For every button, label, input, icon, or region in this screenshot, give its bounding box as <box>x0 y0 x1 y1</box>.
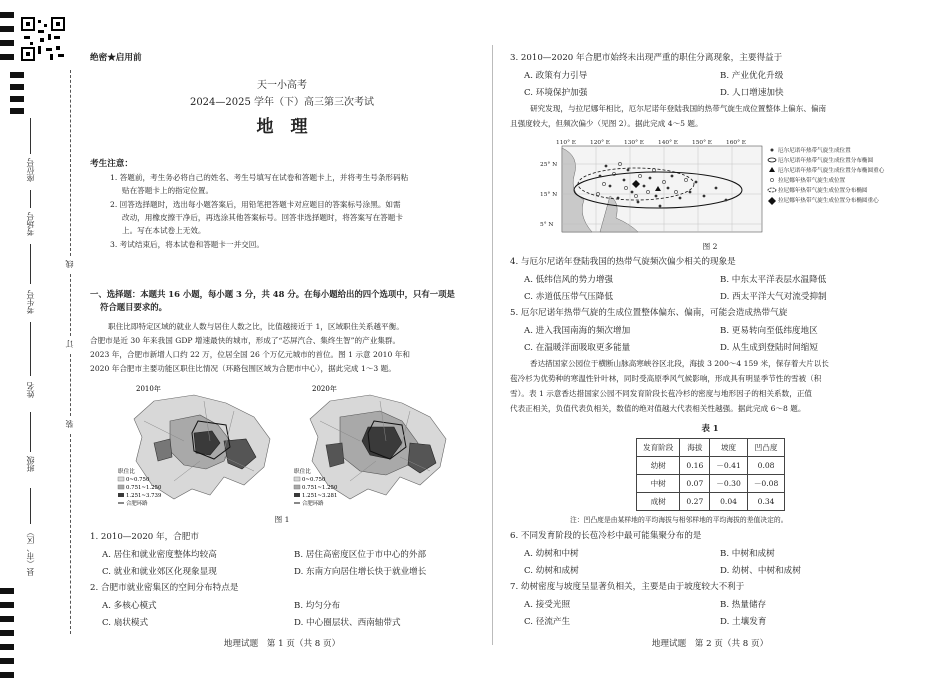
table-cell: 幼树 <box>637 457 680 475</box>
table-header-cell: 坡度 <box>710 439 748 457</box>
bar <box>0 26 14 32</box>
q6-option-d[interactable]: D. 幼树、中树和成树 <box>720 566 801 576</box>
passage-line: 代表正相关，负值代表负相关，数值的绝对值越大代表相关性越强。据此完成 6～8 题。 <box>510 404 806 413</box>
notice-line: 改动，用橡皮擦干净后，再选涂其他答案标号。回答非选择题时，将答案写在答题卡 <box>122 213 403 222</box>
bar <box>0 672 14 678</box>
q7-option-b[interactable]: B. 热量储存 <box>720 600 767 610</box>
svg-text:0.751~1.250: 0.751~1.250 <box>126 485 162 491</box>
county-label: 县（市、区） <box>26 528 35 576</box>
passage-line: 香达措国家公园位于横断山脉高寒峡谷区北段，海拔 3 200～4 159 米，保存着大片以长 <box>530 359 829 368</box>
table-cell: 成树 <box>637 493 680 511</box>
candidate-number-label: 考生号 <box>26 290 35 314</box>
svg-text:15° N: 15° N <box>540 192 558 198</box>
figure-1-caption: 图 1 <box>274 515 290 524</box>
page-divider <box>492 45 493 645</box>
q7-option-a[interactable]: A. 接受光照 <box>524 600 571 610</box>
svg-text:1.251~3.739: 1.251~3.739 <box>126 493 162 499</box>
svg-text:1.251~3.281: 1.251~3.281 <box>302 493 338 499</box>
table-row <box>637 493 785 511</box>
q5-option-c[interactable]: C. 在温暖洋面吸取更多能量 <box>524 343 631 353</box>
passage-line: 研究发现，与拉尼娜年相比，厄尔尼诺年登陆我国的热带气旋生成位置整体上偏东、偏南 <box>530 104 827 113</box>
bar <box>0 658 14 664</box>
question-3: 3. 2010—2020 年合肥市始终未出现严重的职住分离现象，主要得益于 <box>510 53 783 63</box>
q5-option-a[interactable]: A. 进入我国南海的频次增加 <box>524 326 631 336</box>
q4-option-b[interactable]: B. 中东太平洋表层水温降低 <box>720 275 827 285</box>
q3-option-c[interactable]: C. 环境保护加强 <box>524 88 588 98</box>
exam-title: 2024—2025 学年（下）高三第三次考试 <box>189 97 375 108</box>
table-cell: 0.27 <box>680 493 710 511</box>
q1-option-c[interactable]: C. 就业和就业郊区化现象显现 <box>102 567 217 577</box>
svg-text:厄尔尼诺年热带气旋生成位置分布椭圆重心: 厄尔尼诺年热带气旋生成位置分布椭圆重心 <box>778 168 885 174</box>
typhoon-map <box>540 136 900 240</box>
notice-line: 3. 考试结束后，将本试卷和答题卡一并交回。 <box>110 240 264 249</box>
table-note: 注：凹凸度是由某样地的平均海拔与相邻样地的平均海拔的差值决定的。 <box>570 516 788 524</box>
q2-option-a[interactable]: A. 多核心模式 <box>102 601 157 611</box>
q1-option-a[interactable]: A. 居住和就业密度整体均较高 <box>102 550 217 560</box>
cut-mark-line: 线 <box>65 260 74 268</box>
q5-option-b[interactable]: B. 更易转向至低纬度地区 <box>720 326 818 336</box>
bar <box>10 108 24 114</box>
qr-code-icon <box>20 16 66 62</box>
svg-text:职住比: 职住比 <box>294 469 311 475</box>
svg-text:拉尼娜年热带气旋生成位置分布椭圆重心: 拉尼娜年热带气旋生成位置分布椭圆重心 <box>778 198 879 204</box>
q4-option-c[interactable]: C. 赤道低压带气压降低 <box>524 292 614 302</box>
cut-mark-install: 装 <box>65 420 74 428</box>
notice-line: 上。写在本试卷上无效。 <box>122 226 206 235</box>
page-1 <box>88 0 476 688</box>
svg-text:130° E: 130° E <box>624 140 645 146</box>
map1-legend-title: 职住比 <box>118 469 135 475</box>
svg-text:拉尼娜年热带气旋生成位置分布椭圆: 拉尼娜年热带气旋生成位置分布椭圆 <box>778 188 868 194</box>
bar <box>0 54 14 60</box>
q1-option-b[interactable]: B. 居住高密度区位于市中心的外部 <box>294 550 427 560</box>
q2-option-c[interactable]: C. 扇状模式 <box>102 618 149 628</box>
map-year-2010: 2010年 <box>136 385 161 393</box>
seat-number-label: 座位号 <box>26 158 35 182</box>
svg-text:合肥环路: 合肥环路 <box>302 501 324 507</box>
q3-option-b[interactable]: B. 产业优化升级 <box>720 71 784 81</box>
q6-option-b[interactable]: B. 中树和成树 <box>720 549 775 559</box>
notice-line: 2. 回答选择题时，选出每小题答案后，用铅笔把答题卡对应题目的答案标号涂黑。如需 <box>110 200 401 209</box>
map-year-2020: 2020年 <box>312 385 337 393</box>
bar <box>0 40 14 46</box>
table-cell: －0.41 <box>710 457 748 475</box>
org-title: 天一小高考 <box>257 80 307 91</box>
bar <box>10 84 24 90</box>
table-row <box>637 475 785 493</box>
table-1 <box>636 438 785 511</box>
binding-strip <box>0 0 78 688</box>
svg-text:0.751~1.250: 0.751~1.250 <box>302 485 338 491</box>
section1-heading-cont: 符合题目要求的。 <box>100 302 167 312</box>
subject-title: 地 理 <box>256 117 308 137</box>
q5-option-d[interactable]: D. 从生成到登陆时间缩短 <box>720 343 818 353</box>
map-2010 <box>114 381 284 509</box>
table-header-cell: 发育阶段 <box>637 439 680 457</box>
passage-line: 苞冷杉为优势种的寒温性针叶林，同时受高原季风气候影响，形成具有明显季节性的雪被（积 <box>510 374 822 383</box>
table-cell: 中树 <box>637 475 680 493</box>
cut-mark-bind: 订 <box>65 340 74 348</box>
passage-line: 合肥市是近 30 年来我国 GDP 增速最快的城市，形成了“芯屏汽合、集终生智”的产业集群。 <box>90 336 401 345</box>
passage-line: 雪）。表 1 示意香达措国家公园不同发育阶段长苞冷杉的密度与地形因子的相关系数，正值 <box>510 389 813 398</box>
passage-line: 2020 年合肥市主要功能区职住比情况（环路包围区域为合肥市中心），据此完成 1～3 题。 <box>90 364 396 373</box>
table-row <box>637 457 785 475</box>
q4-option-d[interactable]: D. 西太平洋大气对流受抑制 <box>720 292 827 302</box>
q3-option-d[interactable]: D. 人口增速加快 <box>720 88 784 98</box>
exam-room-label: 考场号 <box>26 212 35 236</box>
q6-option-a[interactable]: A. 幼树和中树 <box>524 549 579 559</box>
table-cell: －0.08 <box>747 475 785 493</box>
svg-text:拉尼娜年热带气旋生成位置: 拉尼娜年热带气旋生成位置 <box>778 178 846 184</box>
q7-option-d[interactable]: D. 土壤发育 <box>720 617 767 627</box>
svg-text:120° E: 120° E <box>590 140 611 146</box>
question-7: 7. 幼树密度与坡度呈显著负相关，主要是由于坡度较大不利于 <box>510 582 745 592</box>
table-cell: 0.34 <box>747 493 785 511</box>
bar <box>0 588 14 594</box>
question-4: 4. 与厄尔尼诺年登陆我国的热带气旋频次偏少相关的现象是 <box>510 257 736 267</box>
page-2-footer: 地理试题 第 2 页（共 8 页） <box>651 639 769 649</box>
page-2 <box>510 0 930 688</box>
map-2020 <box>290 381 460 509</box>
q3-option-a[interactable]: A. 政策有力引导 <box>524 71 588 81</box>
svg-text:厄尔尼诺年热带气旋生成位置分布椭圆: 厄尔尼诺年热带气旋生成位置分布椭圆 <box>778 158 874 164</box>
table-cell: 0.16 <box>680 457 710 475</box>
q1-option-d[interactable]: D. 东南方向居住增长快于就业增长 <box>294 567 427 577</box>
passage-line: 职住比即特定区域的就业人数与居住人数之比，比值越接近于 1，区域职住关系越平衡。 <box>108 322 404 331</box>
passage-line: 2023 年，合肥市新增人口约 22 万，位居全国 26 个万亿元城市的首位。图 1 示意 2010 年和 <box>90 350 410 359</box>
section1-heading: 一、选择题：本题共 16 小题，每小题 3 分，共 48 分。在每小题给出的四个选项中，只有一项是 <box>90 289 455 299</box>
bar <box>0 12 14 18</box>
passage-line: 且强度较大，但频次偏少（见图 2）。据此完成 4～5 题。 <box>510 119 703 128</box>
svg-text:25° N: 25° N <box>540 162 558 168</box>
table-cell: 0.07 <box>680 475 710 493</box>
table-cell: 0.08 <box>747 457 785 475</box>
svg-text:0~0.750: 0~0.750 <box>302 477 326 483</box>
q2-option-d[interactable]: D. 中心圈层状、西南轴带式 <box>294 618 401 628</box>
bar <box>0 644 14 650</box>
svg-text:合肥环路: 合肥环路 <box>126 501 148 507</box>
notice-line: 1. 答题前，考生务必将自己的姓名、考生号填写在试卷和答题卡上，并将考生号条形码粘 <box>110 173 409 182</box>
bar <box>0 602 14 608</box>
bar <box>10 96 24 102</box>
svg-text:160° E: 160° E <box>726 140 747 146</box>
svg-text:5° N: 5° N <box>540 222 554 228</box>
svg-text:110° E: 110° E <box>556 140 577 146</box>
q2-option-b[interactable]: B. 均匀分布 <box>294 601 341 611</box>
table-1-title: 表 1 <box>701 423 719 433</box>
bar <box>0 630 14 636</box>
page-1-footer: 地理试题 第 1 页（共 8 页） <box>223 639 341 649</box>
secret-label: 绝密★启用前 <box>90 53 142 63</box>
figure-2-caption: 图 2 <box>702 242 718 251</box>
question-6: 6. 不同发育阶段的长苞冷杉中最可能集聚分布的是 <box>510 531 702 541</box>
q7-option-c[interactable]: C. 径流产生 <box>524 617 571 627</box>
bar <box>10 72 24 78</box>
svg-text:0~0.750: 0~0.750 <box>126 477 150 483</box>
q6-option-c[interactable]: C. 幼树和成树 <box>524 566 579 576</box>
table-cell: －0.30 <box>710 475 748 493</box>
notice-line: 贴在答题卡上的指定位置。 <box>122 186 214 195</box>
question-1: 1. 2010—2020 年，合肥市 <box>90 532 199 542</box>
question-5: 5. 厄尔尼诺年热带气旋的生成位置整体偏东、偏南，可能会造成热带气旋 <box>510 308 788 318</box>
class-label: 班级 <box>26 456 35 472</box>
question-2: 2. 合肥市就业密集区的空间分布特点是 <box>90 583 239 593</box>
table-cell: 0.04 <box>710 493 748 511</box>
name-label: 姓名 <box>26 382 35 398</box>
bar <box>0 616 14 622</box>
svg-text:厄尔尼诺年热带气旋生成位置: 厄尔尼诺年热带气旋生成位置 <box>778 148 851 154</box>
table-header-cell: 凹凸度 <box>747 439 785 457</box>
svg-text:150° E: 150° E <box>692 140 713 146</box>
table-header-cell: 海拔 <box>680 439 710 457</box>
table-header-row <box>637 439 785 457</box>
svg-text:140° E: 140° E <box>658 140 679 146</box>
notice-title: 考生注意： <box>90 159 133 169</box>
q4-option-a[interactable]: A. 低纬信风的势力增强 <box>524 275 614 285</box>
